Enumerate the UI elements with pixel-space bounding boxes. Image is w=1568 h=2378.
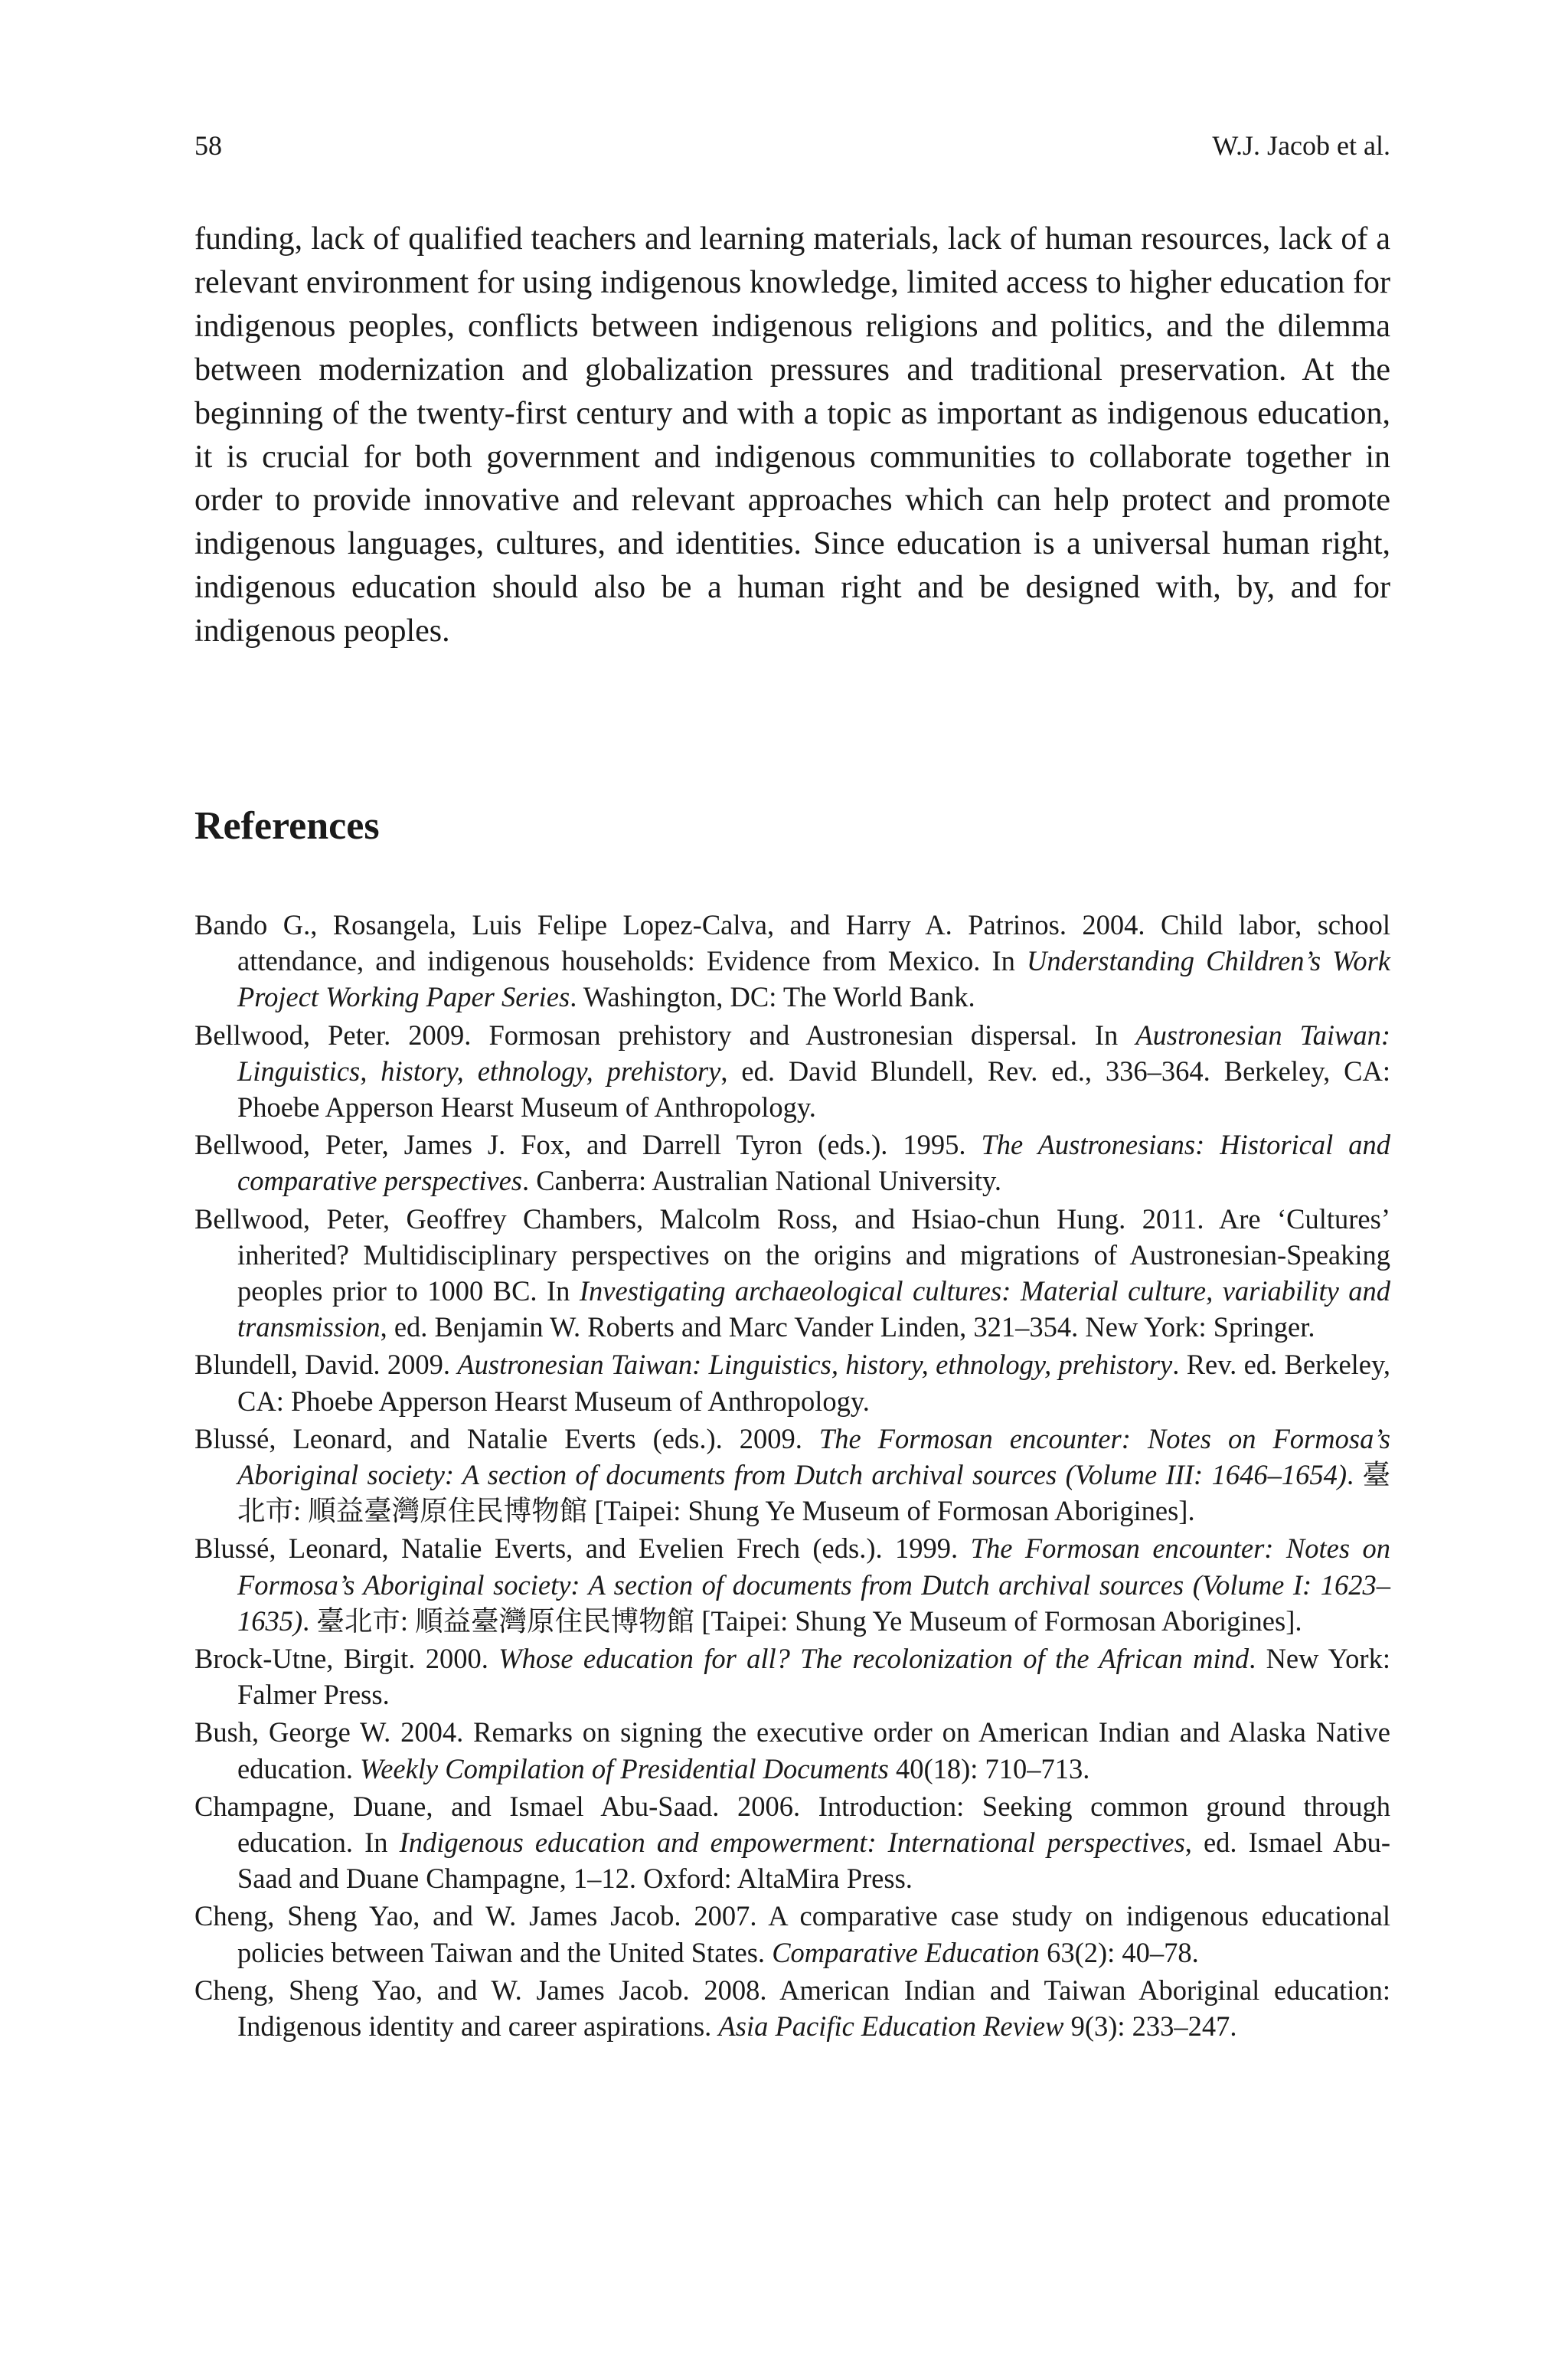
- references-heading: References: [194, 804, 380, 848]
- reference-text: 9(3): 233–247.: [1063, 2010, 1237, 2043]
- reference-entry: [194, 1127, 1390, 1199]
- reference-source-title: The Formosan encounter: Notes on Formosa’s Aboriginal society: A section of documents from Dutch archival sources (Volume I: 1623–1635): [237, 1532, 1390, 1637]
- reference-source-title: Austronesian Taiwan: Linguistics, history, ethnology, prehistory: [457, 1349, 1173, 1381]
- reference-entry: [194, 1421, 1390, 1529]
- reference-text: Bellwood, Peter. 2009. Formosan prehistory and Austronesian dispersal. In: [194, 1019, 1136, 1051]
- reference-entry: [194, 1201, 1390, 1346]
- reference-source-title: The Austronesians: Historical and comparative perspectives: [237, 1129, 1390, 1197]
- reference-entry: [194, 1898, 1390, 1970]
- reference-entry: [194, 1714, 1390, 1786]
- reference-entry: [194, 1017, 1390, 1126]
- reference-source-title: The Formosan encounter: Notes on Formosa’s Aboriginal society: A section of documents from Dutch archival sources (Volume III: 1646–1654): [237, 1422, 1390, 1491]
- reference-text: Blussé, Leonard, and Natalie Everts (eds.). 2009.: [194, 1422, 819, 1454]
- reference-text: Bando G., Rosangela, Luis Felipe Lopez-Calva, and Harry A. Patrinos. 2004. Child labor, school attendance, and indigenous households: Evidence from Mexico. In: [194, 909, 1390, 977]
- reference-entry: [194, 1788, 1390, 1897]
- reference-text: 40(18): 710–713.: [888, 1752, 1090, 1784]
- reference-text: . New York: Falmer Press.: [237, 1643, 1390, 1711]
- reference-text: . 臺北市: 順益臺灣原住民博物館 [Taipei: Shung Ye Museum of Formosan Aborigines].: [237, 1459, 1390, 1527]
- reference-text: , ed. Ismael Abu-Saad and Duane Champagne, 1–12. Oxford: AltaMira Press.: [237, 1827, 1390, 1895]
- reference-entry: [194, 907, 1390, 1016]
- reference-entry: [194, 1972, 1390, 2044]
- reference-text: 63(2): 40–78.: [1039, 1936, 1199, 1968]
- reference-entry: [194, 1640, 1390, 1712]
- reference-text: . Rev. ed. Berkeley, CA: Phoebe Apperson Hearst Museum of Anthropology.: [237, 1349, 1391, 1417]
- reference-text: Cheng, Sheng Yao, and W. James Jacob. 2007. A comparative case study on indigenous educational policies between Taiwan and the United States.: [194, 1900, 1390, 1968]
- reference-text: Cheng, Sheng Yao, and W. James Jacob. 2008. American Indian and Taiwan Aboriginal education: Indigenous identity and career aspirations.: [194, 1974, 1390, 2043]
- reference-source-title: Austronesian Taiwan: Linguistics, history, ethnology, prehistory: [237, 1019, 1390, 1087]
- reference-text: , ed. Benjamin W. Roberts and Marc Vander Linden, 321–354. New York: Springer.: [380, 1311, 1315, 1343]
- body-paragraph: funding, lack of qualified teachers and learning materials, lack of human resources, lack of a relevant environment for using indigenous knowledge, limited access to higher education for indigenous peoples, conflicts between indigenous religions and politics, and the dilemma between modernization and globalization pressures and traditional preservation. At the beginning of the twenty-first century and with a topic as important as indigenous education, it is crucial for both government and indigenous communities to collaborate together in order to provide innovative and relevant approaches which can help protect and promote indigenous languages, cultures, and identities. Since education is a universal human right, indigenous education should also be a human right and be designed with, by, and for indigenous peoples.: [194, 221, 1390, 649]
- running-head: [194, 127, 1390, 164]
- reference-source-title: Comparative Education: [772, 1936, 1040, 1968]
- reference-source-title: Understanding Children’s Work Project Working Paper Series: [237, 945, 1391, 1013]
- reference-text: Bellwood, Peter, James J. Fox, and Darrell Tyron (eds.). 1995.: [194, 1129, 982, 1161]
- reference-text: . 臺北市: 順益臺灣原住民博物館 [Taipei: Shung Ye Museum of Formosan Aborigines].: [302, 1604, 1302, 1637]
- reference-text: Bush, George W. 2004. Remarks on signing the executive order on American Indian and Alaska Native education.: [194, 1716, 1390, 1784]
- reference-text: Blussé, Leonard, Natalie Everts, and Evelien Frech (eds.). 1999.: [194, 1532, 971, 1565]
- reference-entry: [194, 1530, 1390, 1639]
- reference-source-title: Weekly Compilation of Presidential Documents: [360, 1752, 889, 1784]
- reference-text: Brock-Utne, Birgit. 2000.: [194, 1643, 499, 1675]
- reference-source-title: Investigating archaeological cultures: Material culture, variability and transmission: [237, 1275, 1390, 1343]
- reference-text: . Canberra: Australian National University.: [521, 1165, 1002, 1197]
- reference-text: Blundell, David. 2009.: [194, 1349, 458, 1381]
- page-number: 58: [194, 130, 222, 161]
- reference-source-title: Indigenous education and empowerment: International perspectives: [399, 1827, 1185, 1859]
- reference-text: Bellwood, Peter, Geoffrey Chambers, Malcolm Ross, and Hsiao-chun Hung. 2011. Are ‘Cultures’ inherited? Multidisciplinary perspectives on the origins and migrations of Austronesian-Speaking peoples prior to 1000 BC. In: [194, 1202, 1390, 1307]
- running-author: W.J. Jacob et al.: [1212, 130, 1390, 161]
- reference-entry: [194, 1346, 1390, 1418]
- reference-source-title: Whose education for all? The recolonization of the African mind: [498, 1643, 1250, 1675]
- reference-text: . Washington, DC: The World Bank.: [570, 981, 975, 1013]
- reference-list: [194, 907, 1390, 2046]
- reference-source-title: Asia Pacific Education Review: [718, 2010, 1064, 2043]
- reference-text: Champagne, Duane, and Ismael Abu-Saad. 2006. Introduction: Seeking common ground through education. In: [194, 1790, 1390, 1859]
- reference-text: , ed. David Blundell, Rev. ed., 336–364. Berkeley, CA: Phoebe Apperson Hearst Museum of Anthropology.: [237, 1055, 1390, 1124]
